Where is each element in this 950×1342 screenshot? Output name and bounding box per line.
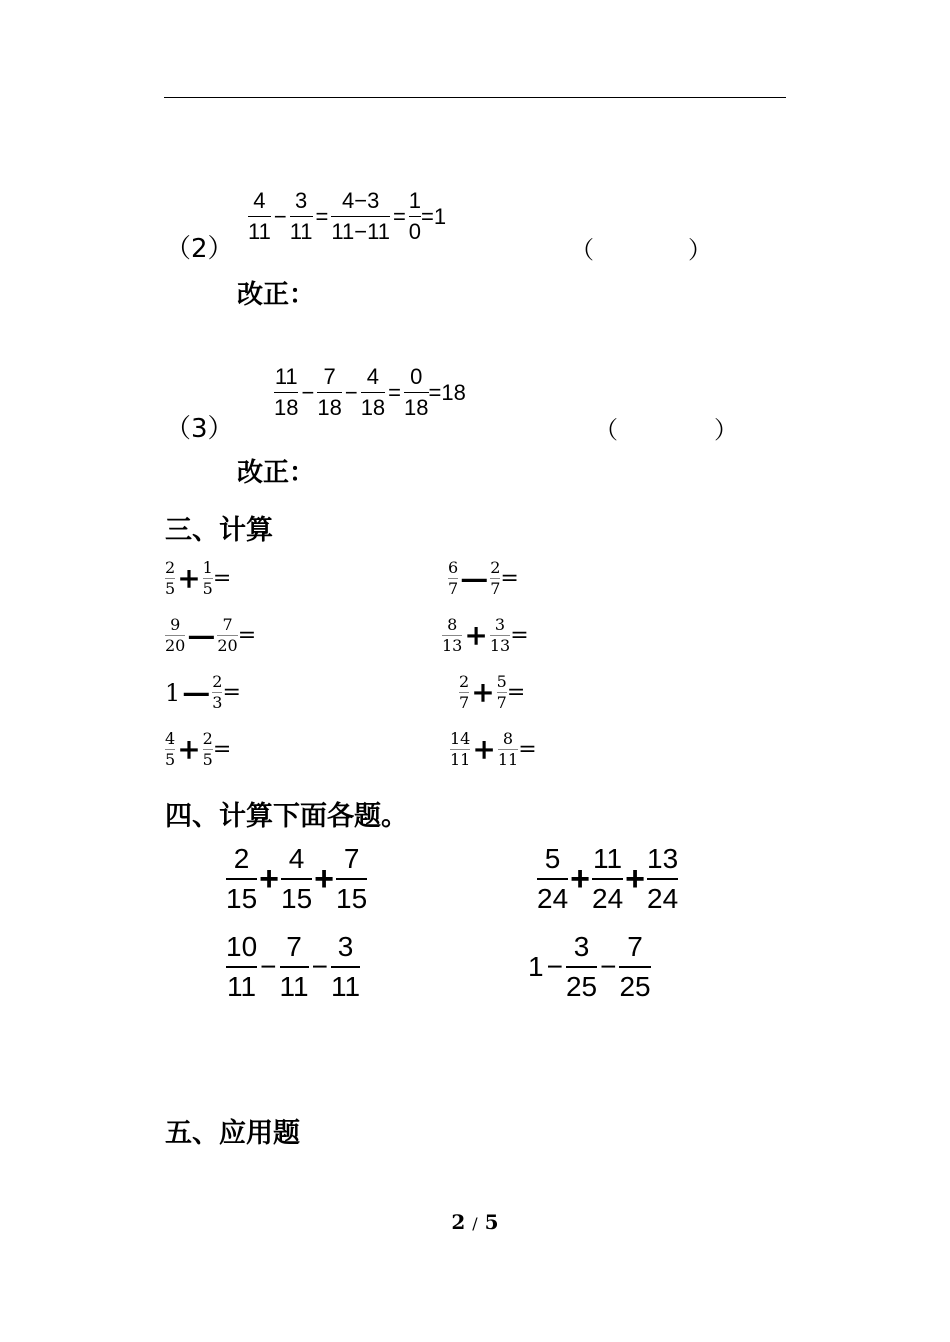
fraction: $\frac{3}{11}$: [330, 931, 361, 1002]
header-rule: [164, 97, 786, 98]
problem-3-label: [165, 408, 234, 445]
fraction: $\frac{8}{11}$: [497, 729, 519, 769]
fraction: $\frac{2}{15}$: [226, 843, 258, 914]
plus-sign: +: [314, 859, 335, 898]
fraction: $\frac{11}{18}$: [274, 364, 299, 420]
current-page: 2: [451, 1210, 466, 1234]
minus-sign: —: [182, 676, 211, 709]
minus-sign: −: [301, 379, 315, 405]
fraction: $\frac{2}{5}$: [165, 558, 176, 598]
fraction: $\frac{7}{18}$: [317, 364, 342, 420]
correction-label: 改正：: [237, 280, 316, 310]
equals-sign: =: [388, 379, 402, 405]
fraction: $\frac{5}{7}$: [496, 672, 507, 712]
page-separator: /: [472, 1214, 478, 1233]
correction-label: 改正：: [237, 458, 316, 488]
plus-sign: +: [259, 859, 280, 898]
equals-sign: =: [212, 737, 232, 762]
fraction: $\frac{4}{11}$: [248, 188, 271, 244]
fraction: $\frac{2}{5}$: [202, 729, 213, 769]
problem-4-2: [537, 845, 678, 913]
fraction: $\frac{14}{11}$: [450, 729, 471, 769]
minus-sign: −: [600, 951, 617, 982]
calc-left-4: [165, 731, 231, 768]
calc-left-1: [165, 560, 231, 597]
equation-result: =1: [421, 203, 447, 229]
equals-sign: =: [212, 566, 232, 591]
calc-right-2: [442, 617, 529, 654]
equals-sign: =: [518, 737, 537, 762]
plus-sign: +: [570, 859, 591, 898]
minus-sign: —: [460, 562, 489, 595]
problem-4-3: [226, 933, 360, 1001]
equals-sign: =: [237, 623, 257, 648]
plus-sign: +: [177, 733, 201, 766]
plus-sign: +: [472, 733, 496, 766]
fraction: $\frac{7}{25}$: [619, 931, 651, 1002]
fraction: $\frac{13}{24}$: [647, 843, 679, 914]
fraction: $\frac{6}{7}$: [448, 558, 459, 598]
fraction: $\frac{5}{24}$: [537, 843, 569, 914]
plus-sign: +: [177, 562, 201, 595]
answer-paren-close: ）: [714, 416, 738, 444]
problem-3-number: （3）: [165, 414, 234, 444]
fraction: $\frac{7}{11}$: [279, 931, 309, 1002]
page-number: [0, 1210, 950, 1234]
answer-paren-open: （: [570, 236, 594, 264]
problem-4-1: [226, 845, 367, 913]
fraction: $\frac{0}{18}$: [404, 364, 429, 420]
problem-2-equation: [248, 190, 446, 243]
problem-2-number: （2）: [165, 234, 234, 264]
minus-sign: −: [311, 951, 328, 982]
fraction: $\frac{3}{11}$: [289, 188, 313, 244]
fraction: $\frac{4}{15}$: [281, 843, 313, 914]
fraction: $\frac{3}{25}$: [565, 931, 598, 1002]
whole-number: 1: [528, 951, 544, 982]
problem-3-equation: [274, 366, 466, 419]
equation-result: =18: [428, 379, 466, 405]
equals-sign: =: [506, 680, 526, 705]
fraction: $\frac{4}{5}$: [165, 729, 176, 769]
fraction: $\frac{8}{13}$: [442, 615, 463, 655]
fraction: $\frac{2}{7}$: [490, 558, 501, 598]
calc-right-3: [459, 674, 525, 711]
total-pages: 5: [484, 1210, 499, 1234]
answer-paren-close: ）: [688, 236, 712, 264]
fraction: $\frac{4-3}{11-11}$: [331, 188, 390, 244]
equals-sign: =: [315, 203, 329, 229]
fraction: $\frac{3}{13}$: [489, 615, 511, 655]
calc-right-1: [448, 560, 519, 597]
problem-4-4: [528, 933, 651, 1001]
fraction: $\frac{7}{20}$: [217, 615, 238, 655]
section-3-heading: 三、计算: [165, 515, 273, 546]
calc-right-4: [450, 731, 537, 768]
equals-sign: =: [500, 566, 519, 591]
plus-sign: +: [471, 676, 495, 709]
minus-sign: −: [344, 379, 358, 405]
fraction: $\frac{1}{5}$: [202, 558, 213, 598]
fraction: $\frac{4}{18}$: [360, 364, 386, 420]
calc-left-3: [165, 674, 241, 711]
equals-sign: =: [510, 623, 529, 648]
minus-sign: −: [546, 951, 563, 982]
plus-sign: +: [464, 619, 488, 652]
fraction: $\frac{9}{20}$: [165, 615, 186, 655]
equals-sign: =: [392, 203, 406, 229]
fraction: $\frac{7}{15}$: [336, 843, 368, 914]
problem-2-label: [165, 228, 234, 265]
section-4-heading: 四、计算下面各题。: [165, 801, 408, 832]
fraction: $\frac{1}{0}$: [408, 188, 422, 244]
minus-sign: −: [260, 951, 277, 982]
fraction: $\frac{10}{11}$: [226, 931, 258, 1002]
equals-sign: =: [222, 680, 241, 705]
minus-sign: —: [187, 619, 216, 652]
calc-left-2: [165, 617, 256, 654]
answer-paren-open: （: [594, 416, 618, 444]
section-5-heading: 五、应用题: [165, 1118, 300, 1149]
fraction: $\frac{2}{3}$: [212, 672, 223, 712]
fraction: $\frac{11}{24}$: [592, 843, 624, 914]
whole-number: 1: [165, 678, 181, 707]
plus-sign: +: [625, 859, 646, 898]
fraction: $\frac{2}{7}$: [459, 672, 470, 712]
minus-sign: −: [273, 203, 287, 229]
